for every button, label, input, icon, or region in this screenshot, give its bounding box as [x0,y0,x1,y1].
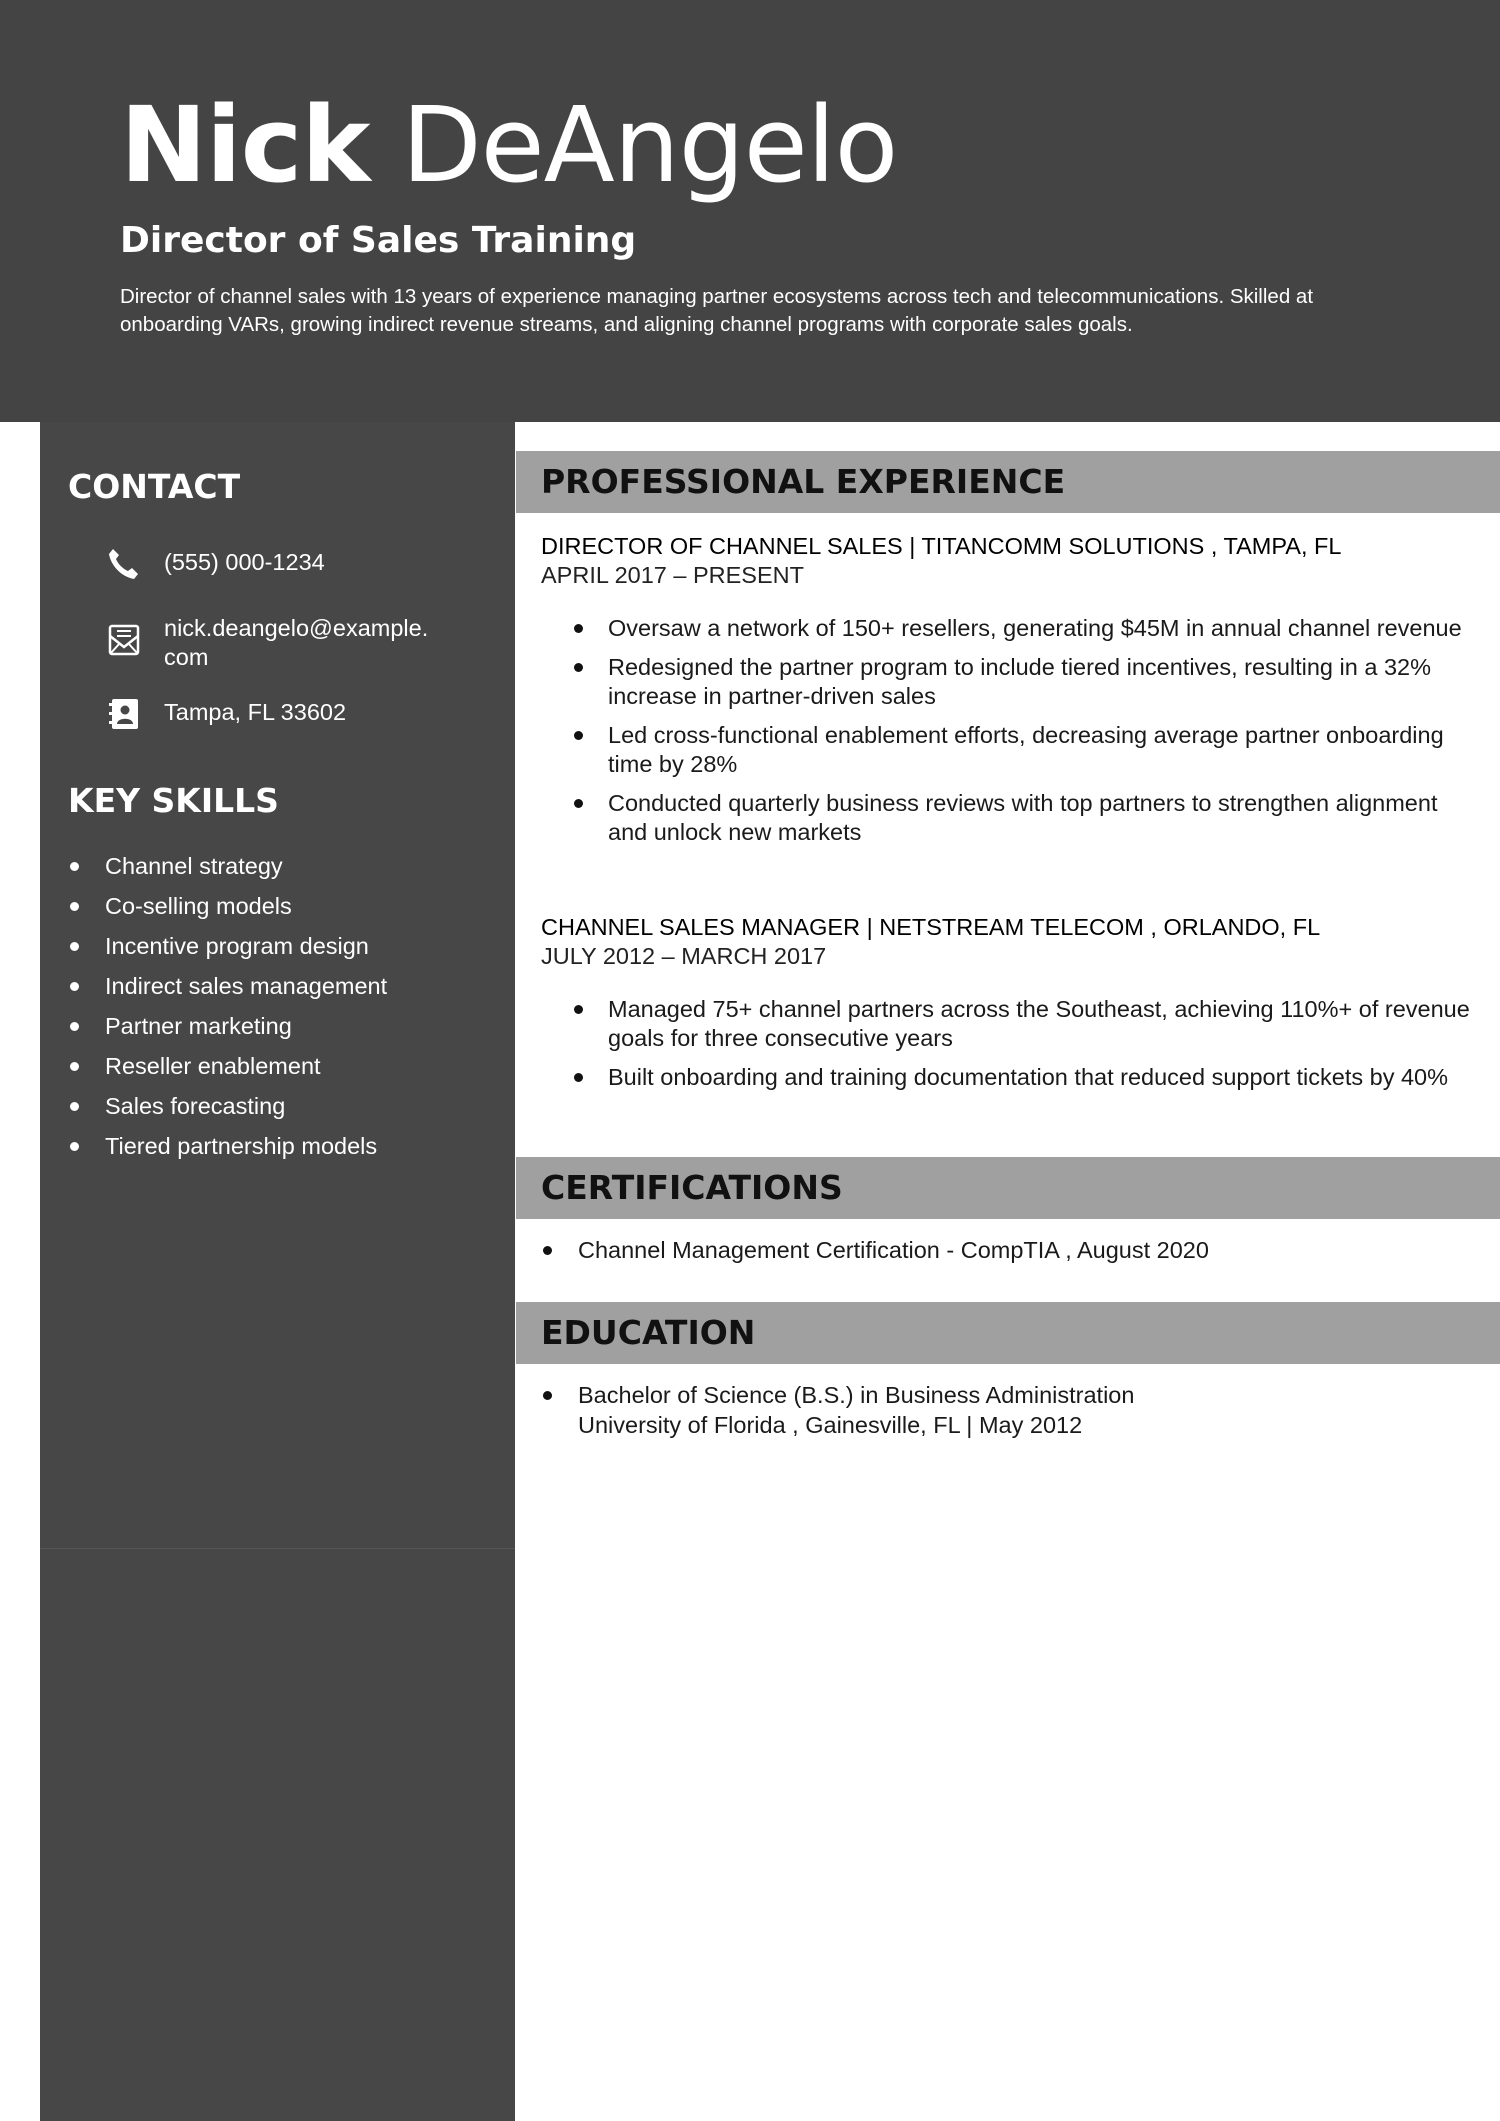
job-bullet: Conducted quarterly business reviews with top partners to strengthen alignment and unlock new markets [541,789,1471,847]
certifications-list [541,1235,1471,1265]
job-header: CHANNEL SALES MANAGER | NETSTREAM TELECOM , ORLANDO, FL [541,914,1321,940]
email-address[interactable]: nick.deangelo@example.com [164,615,429,670]
job-dates: APRIL 2017 – PRESENT [541,562,804,588]
skill-item: Channel strategy [28,852,405,881]
job-entry-2 [541,913,1471,1102]
job-entry-1 [541,532,1471,857]
address-card-icon [106,696,142,732]
candidate-name [120,80,897,210]
education-list [541,1380,1471,1440]
job-bullet: Managed 75+ channel partners across the Southeast, achieving 110%+ of revenue goals for three consecutive years [541,995,1471,1053]
job-bullet: Redesigned the partner program to include tiered incentives, resulting in a 32% increase in partner-driven sales [541,653,1471,711]
skill-item: Sales forecasting [28,1092,405,1121]
skill-item: Incentive program design [28,932,405,961]
skills-list [28,852,428,1172]
job-bullets [541,614,1471,847]
skill-item: Tiered partnership models [28,1132,405,1161]
skills-heading: KEY SKILLS [68,781,279,820]
education-heading: EDUCATION [541,1313,756,1352]
professional-summary: Director of channel sales with 13 years of experience managing partner ecosystems across tech and telecommunications. Skilled at onboarding VARs, growing indirect revenue streams, and aligning channel programs with corporate sales goals. [120,285,1314,336]
degree: Bachelor of Science (B.S.) in Business Administration [578,1382,1135,1408]
sidebar-divider [40,1548,515,1549]
education-item [541,1380,1471,1440]
job-bullet: Oversaw a network of 150+ resellers, generating $45M in annual channel revenue [541,614,1471,643]
job-bullet: Built onboarding and training documentation that reduced support tickets by 40% [541,1063,1471,1092]
certification-item: Channel Management Certification - CompTIA , August 2020 [541,1235,1471,1265]
job-bullets [541,995,1471,1092]
job-title: Director of Sales Training [120,220,637,261]
skill-item: Reseller enablement [28,1052,405,1081]
location: Tampa, FL 33602 [164,699,347,725]
certifications-section-bar [516,1157,1500,1219]
skill-item: Co-selling models [28,892,405,921]
school: University of Florida , Gainesville, FL | May 2012 [578,1412,1083,1438]
experience-section-bar [516,451,1500,513]
phone-number[interactable]: (555) 000-1234 [164,549,325,575]
last-name: DeAngelo [401,84,898,206]
job-bullet: Led cross-functional enablement efforts, decreasing average partner onboarding time by 28% [541,721,1471,779]
contact-heading: CONTACT [68,467,241,506]
job-header: DIRECTOR OF CHANNEL SALES | TITANCOMM SOLUTIONS , TAMPA, FL [541,533,1342,559]
experience-heading: PROFESSIONAL EXPERIENCE [541,462,1066,501]
sidebar [40,422,515,2121]
resume-header [0,0,1500,422]
first-name: Nick [120,84,370,206]
education-section-bar [516,1302,1500,1364]
job-dates: JULY 2012 – MARCH 2017 [541,943,827,969]
mail-icon [106,622,142,658]
skill-item: Indirect sales management [28,972,405,1001]
skill-item: Partner marketing [28,1012,405,1041]
certifications-heading: CERTIFICATIONS [541,1168,843,1207]
phone-icon [106,546,142,582]
